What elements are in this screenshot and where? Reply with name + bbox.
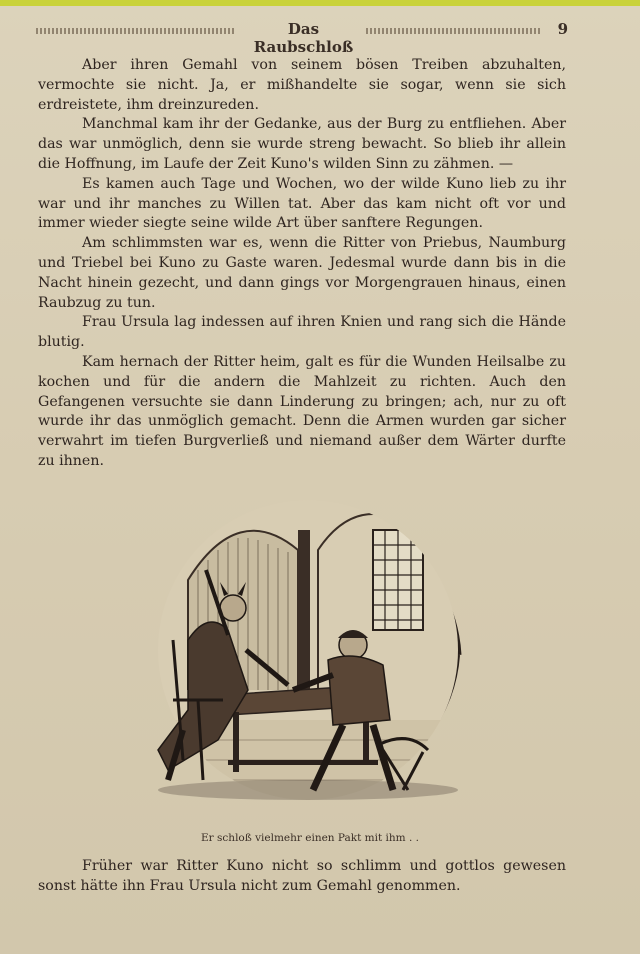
paragraph-3: Es kamen auch Tage und Wochen, wo der wilde Kuno lieb zu ihr war und ihr manches zu Willen tat. Aber das kam nicht oft vor und immer wieder siegte seine wilde Art über sanftere Regungen. xyxy=(38,175,566,232)
paragraph-6: Kam hernach der Ritter heim, galt es für die Wunden Heilsalbe zu kochen und für die andern die Mahlzeit zu richten. Auch den Gefangenen versuchte sie dann Linderung zu bringen; ach, nur zu oft wurde ihr das unmöglich gemacht. Denn die Armen wurden gar sicher verwahrt im tiefen Burgverließ und niemand außer dem Wärter durfte zu ihnen. xyxy=(38,353,566,469)
paragraph-5: Frau Ursula lag indessen auf ihren Knien und rang sich die Hände blutig. xyxy=(38,314,566,351)
paragraph-4: Am schlimmsten war es, wenn die Ritter von Priebus, Naumburg und Triebel bei Kuno zu Gaste waren. Jedesmal wurde dann bis in die Nacht hinein gezecht, und dann gings vor Morgengrauen hinaus, einen Raubzug zu tun. xyxy=(38,235,566,311)
illustration-pact-scene xyxy=(128,490,468,810)
page-number: 9 xyxy=(557,20,568,38)
page-header xyxy=(36,20,568,56)
illustration-caption: Er schloß vielmehr einen Pakt mit ihm . . xyxy=(201,832,419,844)
closing-paragraph: Früher war Ritter Kuno nicht so schlimm und gottlos gewesen sonst hätte ihn Frau Ursula nicht zum Gemahl genommen. xyxy=(38,858,566,894)
body-text xyxy=(38,56,566,472)
paragraph-1: Aber ihren Gemahl von seinem bösen Treiben abzuhalten, vermochte sie nicht. Ja, er mißhandelte sie sogar, wenn sie sich erdreistete, ihm dreinzureden. xyxy=(38,57,566,113)
leaded-window xyxy=(373,530,423,630)
scan-edge-strip xyxy=(0,0,640,6)
pillar xyxy=(298,530,310,700)
header-ornament-left xyxy=(36,28,236,34)
running-title: Das Raubschloß xyxy=(253,20,354,56)
paragraph-2: Manchmal kam ihr der Gedanke, aus der Burg zu entfliehen. Aber das war unmöglich, denn sie wurde streng bewacht. So blieb ihr allein die Hoffnung, im Laufe der Zeit Kuno's wilden Sinn zu zähmen. — xyxy=(38,116,566,172)
header-ornament-right xyxy=(366,28,541,34)
closing-text xyxy=(38,856,566,896)
